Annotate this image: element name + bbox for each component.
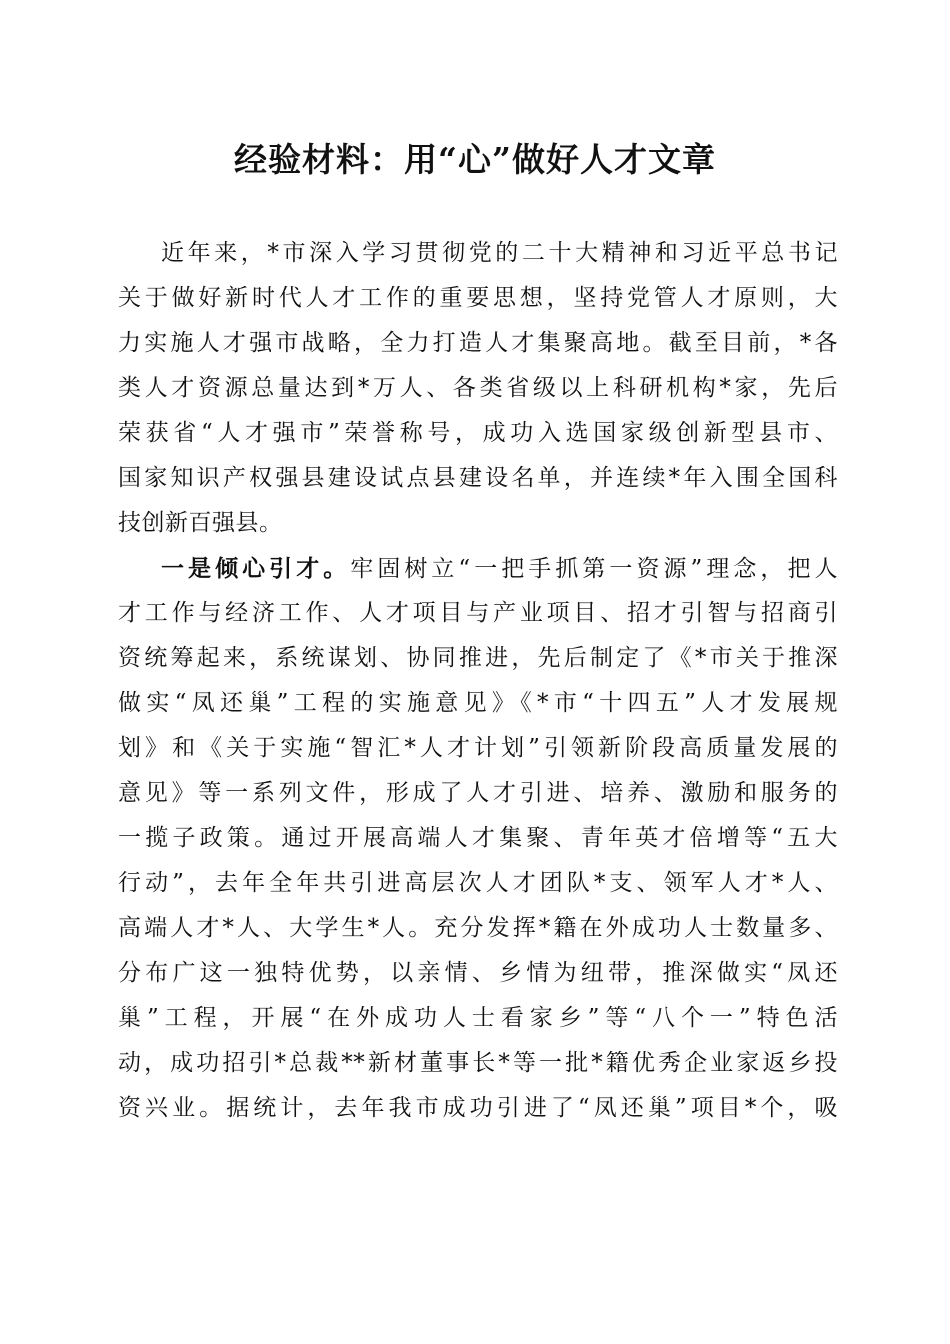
paragraph-line: 力实施人才强市战略，全力打造人才集聚高地。截至目前，*各	[118, 330, 838, 356]
paragraph-line: 资兴业。据统计，去年我市成功引进了“凤还巢”项目*个，吸	[118, 1095, 838, 1121]
paragraph-line: 巢”工程，开展“在外成功人士看家乡”等“八个一”特色活	[118, 1005, 838, 1031]
document-title: 经验材料：用“心”做好人才文章	[234, 140, 716, 179]
paragraph-line: 划》和《关于实施“智汇*人才计划”引领新阶段高质量发展的	[118, 735, 838, 761]
paragraph-line: 分布广这一独特优势，以亲情、乡情为纽带，推深做实“凤还	[118, 960, 838, 986]
paragraph-line-text: 牢固树立“一把手抓第一资源”理念，把人	[350, 556, 838, 582]
paragraph-intro	[118, 231, 838, 546]
paragraph-line: 荣获省“人才强市”荣誉称号，成功入选国家级创新型县市、	[118, 420, 838, 446]
section-lead-heading: 一是倾心引才。	[161, 555, 351, 582]
paragraph-line: 做实“凤还巢”工程的实施意见》《*市“十四五”人才发展规	[118, 690, 838, 716]
paragraph-line: 关于做好新时代人才工作的重要思想，坚持党管人才原则，大	[118, 285, 838, 311]
paragraph-line: 一揽子政策。通过开展高端人才集聚、青年英才倍增等“五大	[118, 825, 838, 851]
paragraph-line: 动，成功招引*总裁**新材董事长*等一批*籍优秀企业家返乡投	[118, 1050, 838, 1076]
paragraph-line: 才工作与经济工作、人才项目与产业项目、招才引智与招商引	[118, 600, 838, 626]
paragraph-line: 国家知识产权强县建设试点县建设名单，并连续*年入围全国科	[118, 465, 838, 491]
paragraph-line: 高端人才*人、大学生*人。充分发挥*籍在外成功人士数量多、	[118, 915, 838, 941]
paragraph-line: 行动”，去年全年共引进高层次人才团队*支、领军人才*人、	[118, 870, 838, 896]
paragraph-line	[118, 546, 838, 591]
paragraph-line: 近年来，*市深入学习贯彻党的二十大精神和习近平总书记	[161, 240, 838, 266]
paragraph-line: 技创新百强县。	[118, 510, 283, 536]
paragraph-talent-attraction	[118, 546, 838, 1131]
paragraph-line: 类人才资源总量达到*万人、各类省级以上科研机构*家，先后	[118, 375, 838, 401]
paragraph-line: 资统筹起来，系统谋划、协同推进，先后制定了《*市关于推深	[118, 645, 838, 671]
document-body	[118, 231, 838, 1131]
paragraph-line: 意见》等一系列文件，形成了人才引进、培养、激励和服务的	[118, 780, 838, 806]
